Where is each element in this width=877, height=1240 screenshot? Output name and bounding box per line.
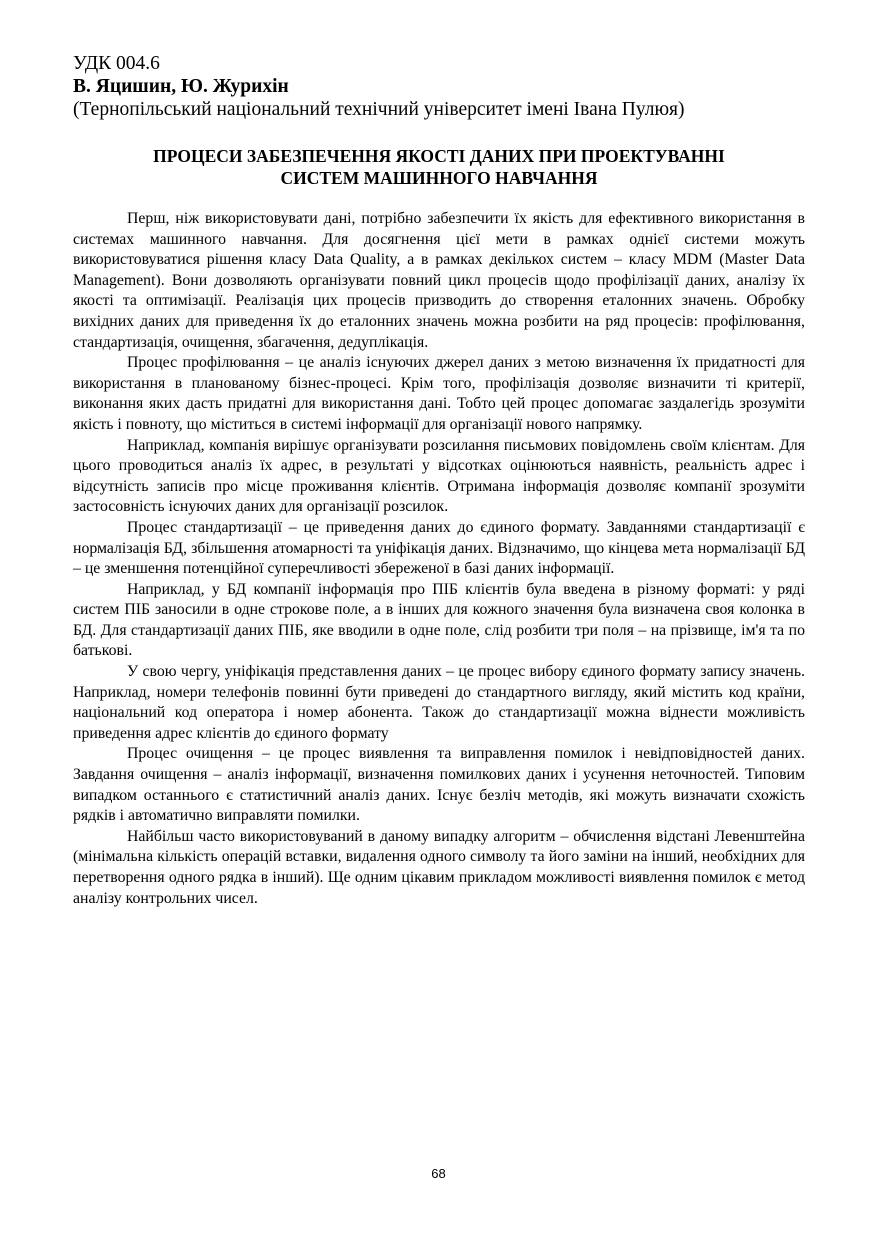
- paper-body: [73, 209, 805, 909]
- paper-title-line-1: ПРОЦЕСИ ЗАБЕЗПЕЧЕННЯ ЯКОСТІ ДАНИХ ПРИ ПРОЕКТУВАННІ: [153, 146, 725, 166]
- authors: В. Яцишин, Ю. Журихін: [73, 76, 289, 97]
- page-number: 68: [431, 1166, 446, 1181]
- paragraph: Наприклад, компанія вирішує організувати розсилання письмових повідомлень своїм клієнтам. Для цього проводиться аналіз їх адрес, в результаті у відсотках оцінюються наявність, реальність адрес і відсутність записів про місце проживання клієнтів. Отримана інформація дозволяє компанії зрозуміти застосовність існуючих даних для організації розсилок.: [73, 436, 805, 516]
- paragraph: У свою чергу, уніфікація представлення даних – це процес вибору єдиного формату запису значень. Наприклад, номери телефонів повинні бути приведені до стандартного вигляду, який містить код країни, національний код оператора і номер абонента. Також до стандартизації можна віднести можливість приведення адрес клієнтів до єдиного формату: [73, 663, 805, 742]
- paragraph: Перш, ніж використовувати дані, потрібно забезпечити їх якість для ефективного використання в системах машинного навчання. Для досягнення цієї мети в рамках однієї системи можуть використовуватися рішення класу Data Quality, а в рамках декількох систем – класу MDM (Master Data Management). Вони дозволяють організувати повний цикл процесів щодо профілізації даних, аналізу їх якості та оптимізації. Реалізація цих процесів призводить до створення еталонних значень. Обробку вихідних даних для приведення їх до еталонних значень можна розбити на ряд процесів: профілювання, стандартизація, очищення, збагачення, дедуплікація.: [73, 210, 805, 351]
- paper-page: [73, 52, 805, 909]
- paragraph: Наприклад, у БД компанії інформація про ПІБ клієнтів була введена в різному форматі: у ряді систем ПІБ заносили в одне строкове поле, а в інших для кожного значення була визначена своя колонка в БД. Для стандартизації даних ПІБ, яке вводили в одне поле, слід розбити три поля – на прізвище, ім'я та по батькові.: [73, 580, 805, 660]
- paper-title: [73, 145, 805, 189]
- paragraph: Процес профілювання – це аналіз існуючих джерел даних з метою визначення їх придатності для використання в планованому бізнес-процесі. Крім того, профілізація дозволяє визначити ті критерії, виконання яких дасть придатні для використання дані. Тобто цей процес допомагає заздалегідь зрозуміти якість і повноту, що міститься в системі інформації для організації нового напрямку.: [73, 354, 805, 433]
- paragraph: Процес стандартизації – це приведення даних до єдиного формату. Завданнями стандартизації є нормалізація БД, збільшення атомарності та уніфікація даних. Відзначимо, що кінцева мета нормалізації БД – це зменшення потенційної суперечливості збереженої в базі даних інформації.: [73, 518, 805, 578]
- paper-title-line-2: СИСТЕМ МАШИННОГО НАВЧАННЯ: [280, 168, 598, 188]
- udk-code: УДК 004.6: [73, 53, 160, 74]
- paragraph: Процес очищення – це процес виявлення та виправлення помилок і невідповідностей даних. Завдання очищення – аналіз інформації, визначення помилкових даних і усунення неточностей. Типовим випадком останнього є статистичний аналіз даних. Існує безліч методів, які можуть визначати схожість рядків і автоматично виправляти помилки.: [73, 745, 805, 825]
- paragraph: Найбільш часто використовуваний в даному випадку алгоритм – обчислення відстані Левенштейна (мінімальна кількість операцій вставки, видалення одного символу та його заміни на інший, необхідних для перетворення одного рядка в інший). Ще одним цікавим прикладом можливості виявлення помилок є метод аналізу контрольних чисел.: [73, 827, 805, 907]
- affiliation: (Тернопільський національний технічний університет імені Івана Пулюя): [73, 99, 685, 120]
